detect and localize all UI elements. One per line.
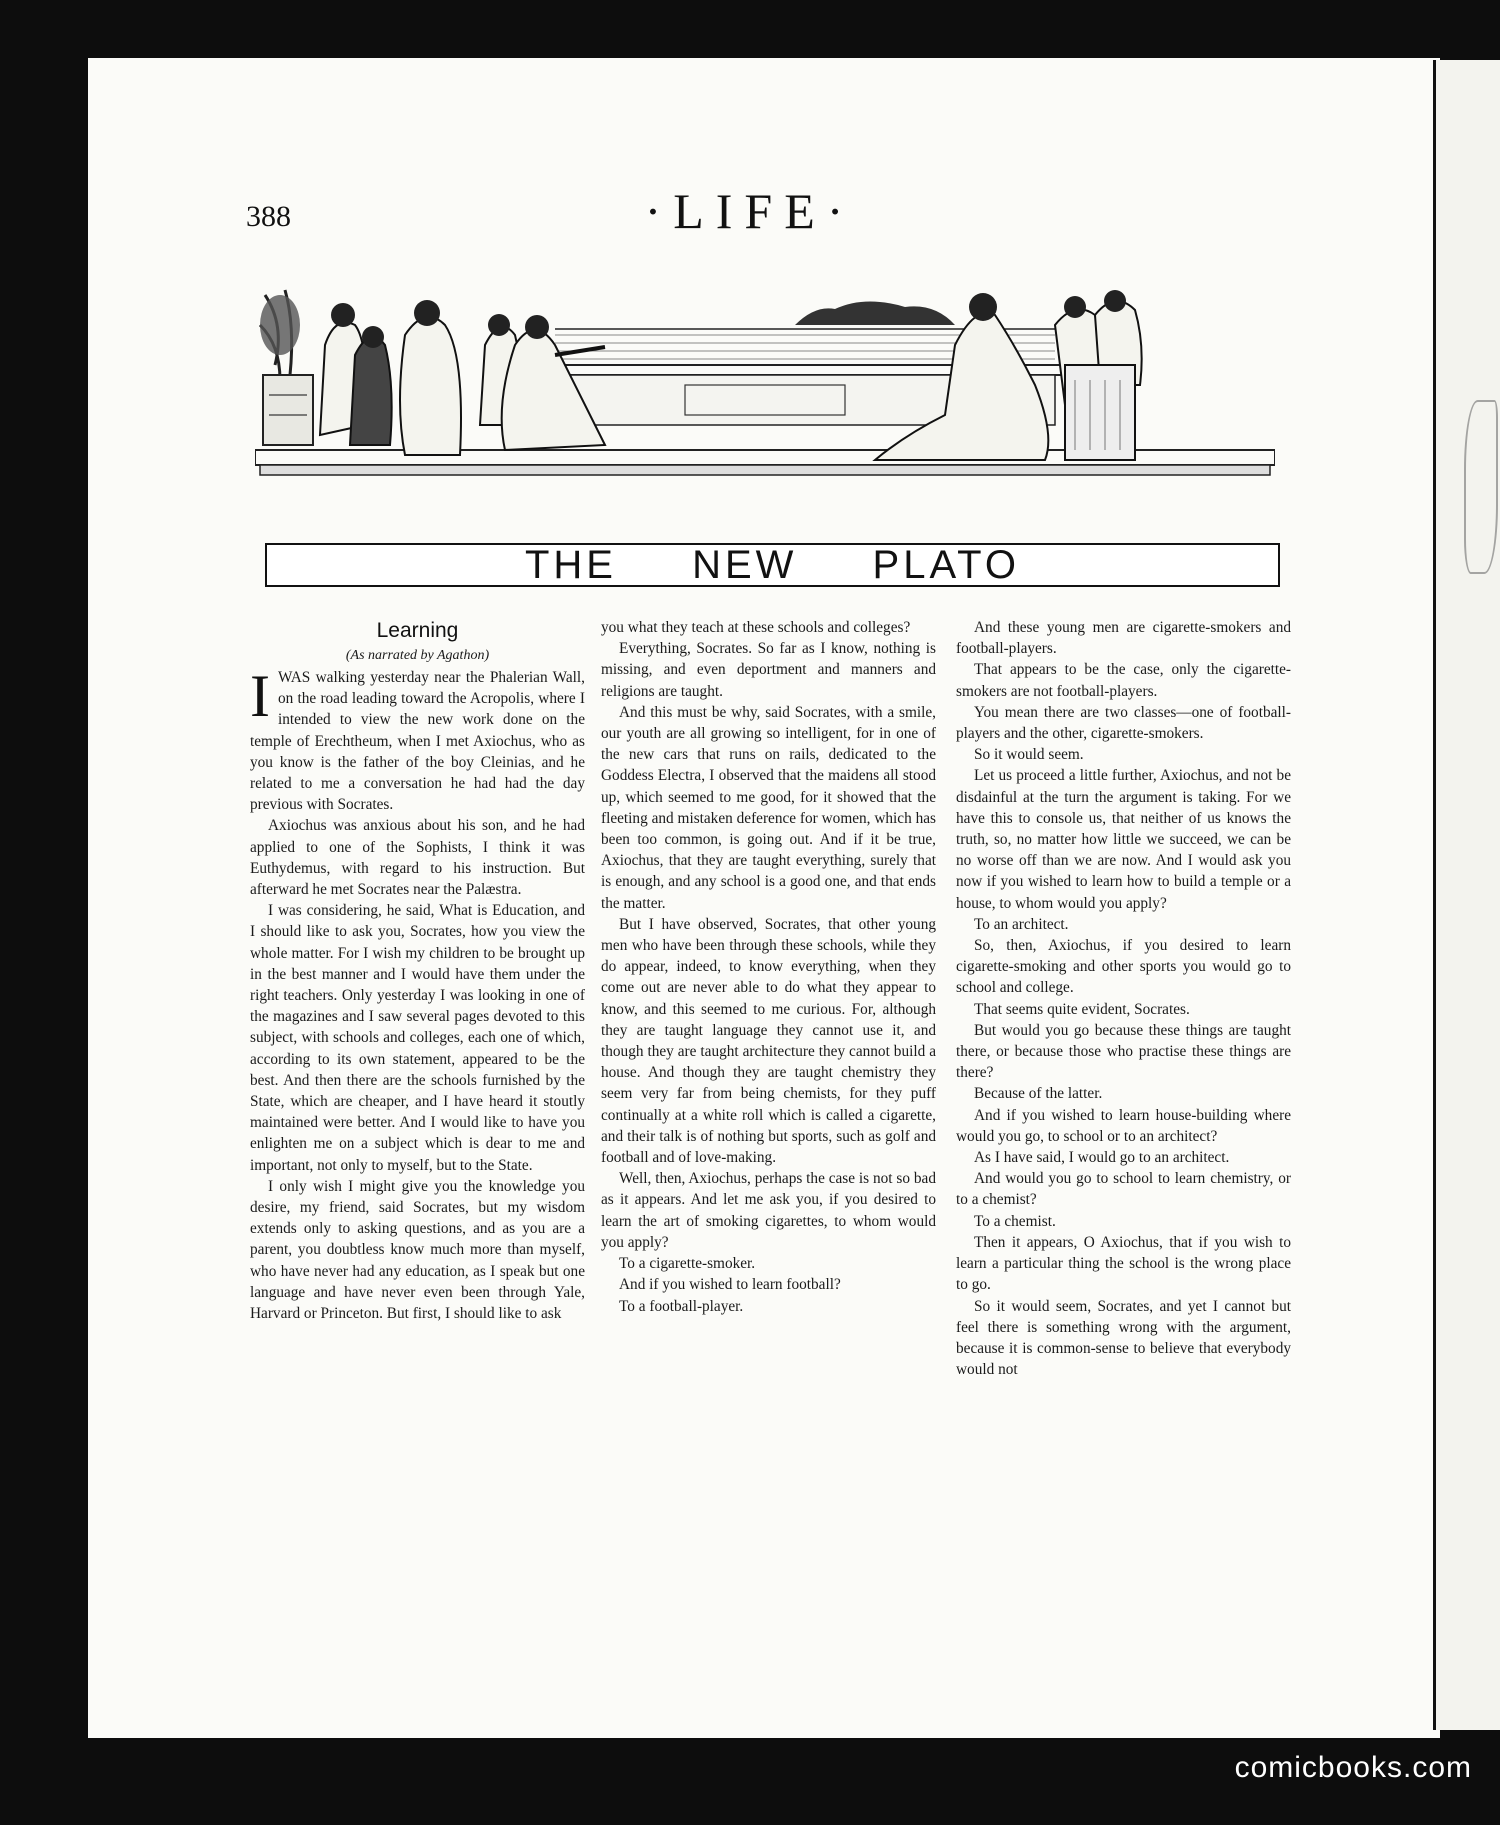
paragraph: And this must be why, said Socrates, with a smile, our youth are all growing so intelligent, for in one of the new cars that runs on rails, dedicated to the Goddess Electra, I observed that the maidens all stood up, which seemed to me good, for it showed that the fleeting and mistaken deference for women, which has been too common, is going out. And if it be true, Axiochus, that they are taught everything, surely that is enough, and any school is a good one, and that ends the matter. [601,703,936,912]
paragraph: As I have said, I would go to an architect. [974,1149,1230,1167]
paragraph: Let us proceed a little further, Axiochus, and not be disdainful at the turn the argument is taking. For we have this to console us, that neither of us knows the truth, so, no matter how little we succeed, we can be no worse off than we are now. And I would ask you now if you wished to learn how to build a temple or a house, to whom would you apply? [956,767,1291,912]
paragraph: Then it appears, O Axiochus, that if you wish to learn a particular thing the school is the wrong place to go. [956,1233,1291,1294]
text-column-2 [601,617,936,1317]
source-watermark: comicbooks.com [1234,1751,1472,1784]
paragraph: So it would seem, Socrates, and yet I cannot but feel there is something wrong with the argument, because it is common-sense to believe that everybody would not [956,1297,1291,1379]
text-column-1 [250,617,585,1324]
paragraph: To a football-player. [619,1297,744,1315]
paragraph: And if you wished to learn football? [619,1276,841,1294]
greek-scene-drawing [255,285,1275,585]
article-byline: (As narrated by Agathon) [345,648,490,663]
paragraph: That seems quite evident, Socrates. [974,1000,1190,1018]
header-illustration [255,285,1275,585]
paragraph: So, then, Axiochus, if you desired to learn cigarette-smoking and other sports you would go to school and college. [956,937,1291,997]
facing-page-illustration-fragment [1464,400,1498,574]
paragraph: Axiochus was anxious about his son, and he had applied to one of the Sophists, I think it was Euthydemus, with regard to his instruction. But afterward he met Socrates near the Palæstra. [250,817,585,899]
paragraph: I only wish I might give you the knowledge you desire, my friend, said Socrates, but my wisdom extends only to asking questions, and as you are a parent, you doubtless know much more than myself, who have never had any education, as I speak but one language and have never even been through Yale, Harvard or Princeton. But first, I should like to ask [250,1177,585,1323]
article-title: Learning [376,619,459,642]
paragraph: you what they teach at these schools and colleges? [601,619,911,636]
paragraph: But would you go because these things are taught there, or because those who practise these things are there? [956,1021,1291,1082]
drop-cap: I [250,663,270,729]
paragraph: IWAS walking yesterday near the Phalerian Wall, on the road leading toward the Acropolis, where I intended to view the new work done on the temple of Erechtheum, when I met Axiochus, who as you know is the father of the boy Cleinias, and he related to me a conversation he had had the day previous with Socrates. [250,663,585,814]
paragraph: To a chemist. [974,1212,1056,1230]
facing-page-edge [1433,60,1500,1730]
paragraph: But I have observed, Socrates, that other young men who have been through these schools, while they do appear, indeed, to know everything, when they come out are never able to do what they appear to know, and this seemed to me curious. For, although they are taught language they cannot use it, and though they are taught architecture they cannot build a house. And though they are taught chemistry they seem very far from being chemists, for they puff continually at a white roll which is called a cigarette, and their talk is of nothing but sports, such as golf and football and of love-making. [601,915,936,1167]
page-number: 388 [246,200,291,233]
paragraph: You mean there are two classes—one of football-players and the other, cigarette-smokers. [956,703,1291,743]
paragraph: Because of the latter. [974,1085,1103,1103]
paragraph: And these young men are cigarette-smokers and football-players. [956,619,1291,658]
paragraph: To an architect. [974,915,1069,933]
article-banner-title: THE NEW PLATO [265,543,1280,587]
paragraph: I was considering, he said, What is Education, and I should like to ask you, Socrates, how you view the whole matter. For I wish my children to be brought up in the best manner and I would have them under the right teachers. Only yesterday I was looking in one of the magazines and I saw several pages devoted to this subject, with schools and colleges, each one of which, according to its own statement, appeared to be the best. And then there are the schools furnished by the State, which are cheaper, and I have heard it stoutly maintained were better. And I would like to have you enlighten me on a subject which is dear to me and important, not only to myself, but to the State. [250,902,585,1174]
paragraph: And if you wished to learn house-building where would you go, to school or to an architect? [956,1106,1291,1145]
paragraph: Everything, Socrates. So far as I know, nothing is missing, and even deportment and manners and religions are taught. [601,640,936,700]
masthead: ·LIFE· [644,183,856,239]
paragraph: So it would seem. [974,746,1084,764]
paragraph: Well, then, Axiochus, perhaps the case is not so bad as it appears. And let me ask you, if you desired to learn the art of smoking cigarettes, to whom would you apply? [601,1170,936,1251]
paragraph: That appears to be the case, only the cigarette-smokers are not football-players. [956,661,1291,700]
text-column-3 [956,617,1291,1380]
paragraph: To a cigarette-smoker. [619,1255,756,1273]
paragraph: And would you go to school to learn chemistry, or to a chemist? [956,1170,1291,1209]
